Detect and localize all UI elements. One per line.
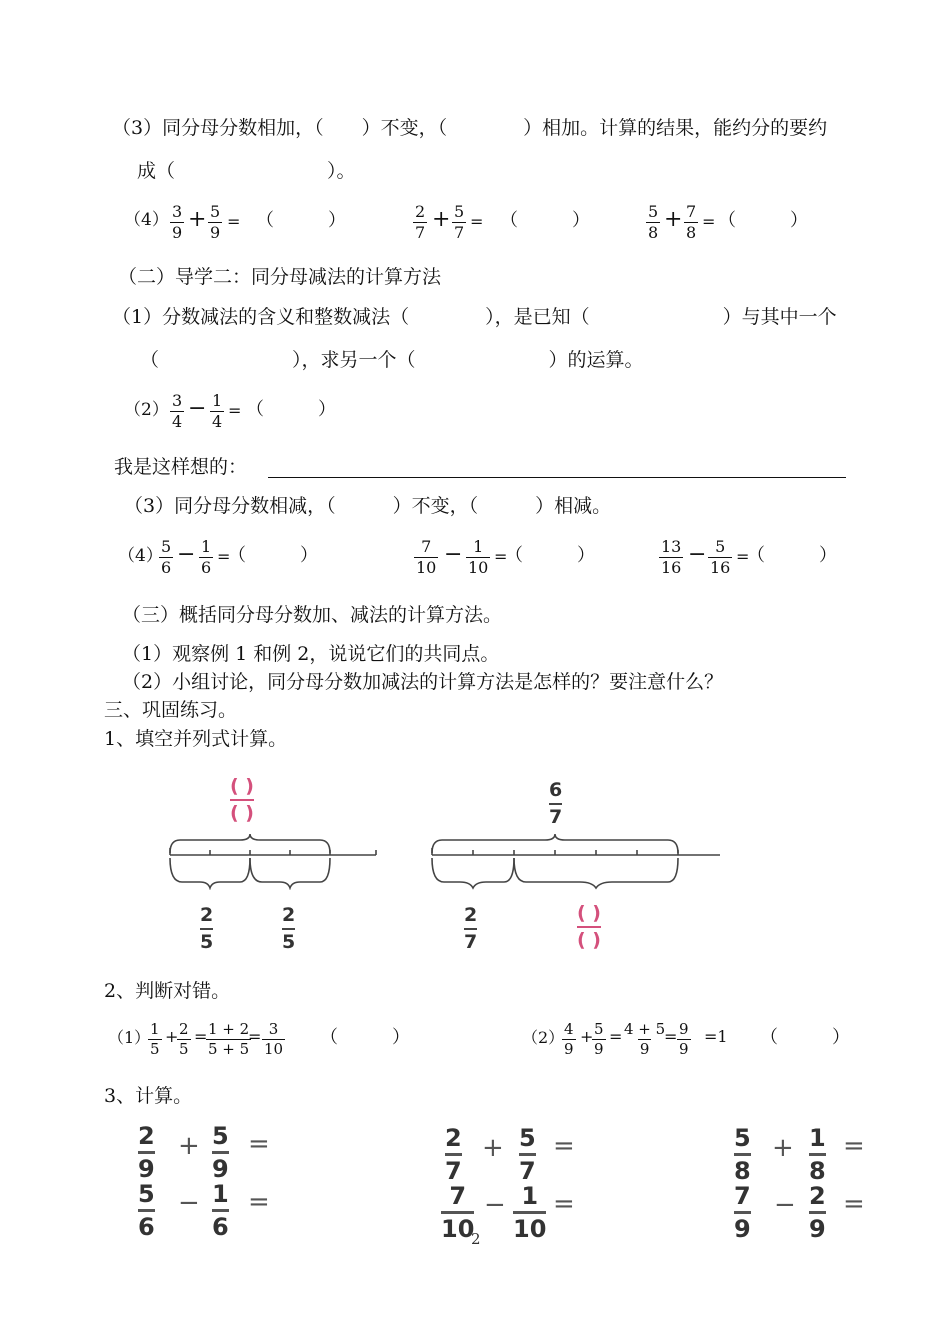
fraction: $\frac{1}{10}$ <box>468 537 489 577</box>
page-number: 2 <box>471 1230 481 1248</box>
text-line: （3）同分母分数相减，（ ）不变，（ ）相减。 <box>124 495 612 517</box>
equals-sign: = <box>609 1027 623 1046</box>
item-number: （2） <box>124 400 169 420</box>
calc-fraction: 5 9 <box>212 1122 229 1183</box>
diagram-label-part: 2 5 <box>200 904 214 953</box>
answer-blank[interactable]: （ ） <box>505 545 595 566</box>
fraction: $\frac{13}{16}$ <box>661 537 682 577</box>
fraction: $\frac{4}{9}$ <box>564 1020 574 1058</box>
equals-sign: = <box>494 547 508 566</box>
minus-sign: − <box>484 1190 506 1220</box>
text-line: （3）同分母分数相加，（ ）不变，（ ）相加。计算的结果，能约分的要约 <box>112 117 828 139</box>
plus-sign: + <box>178 1131 200 1161</box>
fraction: $\frac{1}{6}$ <box>201 537 212 577</box>
equals-sign: = <box>664 1027 678 1046</box>
calc-fraction: 5 6 <box>138 1180 155 1241</box>
equals-sign: = <box>736 547 750 566</box>
equals-sign: = <box>248 1129 270 1159</box>
calc-fraction: 5 8 <box>734 1124 751 1185</box>
text-line: （1）观察例 1 和例 2，说说它们的共同点。 <box>122 643 500 665</box>
fraction: $\frac{5}{7}$ <box>454 202 465 242</box>
fraction: $\frac{7}{8}$ <box>686 202 697 242</box>
equals-sign: = <box>553 1131 575 1161</box>
equals-sign: = <box>228 401 242 420</box>
fraction: $\frac{1 + 2}{5 + 5}$ <box>208 1020 250 1058</box>
section-heading: （二）导学二：同分母减法的计算方法 <box>118 266 442 288</box>
answer-blank[interactable]: （ ） <box>500 210 590 231</box>
answer-blank[interactable]: （ ） <box>747 545 837 566</box>
fraction: $\frac{5}{6}$ <box>161 537 172 577</box>
plus-sign: + <box>482 1133 504 1163</box>
diagram-label-blank: ( ) ( ) <box>577 902 601 951</box>
fraction: $\frac{4 + 5}{9}$ <box>624 1020 666 1058</box>
prompt-label: 我是这样想的： <box>114 456 248 478</box>
minus-sign: − <box>178 1188 200 1218</box>
text-line: （2）小组讨论，同分母分数加减法的计算方法是怎样的？要注意什么？ <box>122 671 724 693</box>
calc-fraction: 1 8 <box>809 1124 826 1185</box>
equals-sign: = <box>217 547 231 566</box>
calc-fraction: 7 9 <box>734 1182 751 1243</box>
calc-fraction: 7 10 <box>441 1182 475 1243</box>
plus-sign: + <box>165 1027 179 1046</box>
fraction: $\frac{3}{10}$ <box>264 1020 284 1058</box>
result-equals-one: =1 <box>704 1027 728 1046</box>
fraction: $\frac{9}{9}$ <box>679 1020 689 1058</box>
diagram-label-blank: ( ) ( ) <box>230 775 254 824</box>
text-line: （ ），求另一个（ ）的运算。 <box>140 349 644 371</box>
plus-sign: + <box>432 207 451 232</box>
plus-sign: + <box>188 207 207 232</box>
equals-sign: = <box>248 1027 262 1046</box>
item-number: （4） <box>118 546 163 566</box>
diagram-label-part: 2 5 <box>282 904 296 953</box>
judge-blank[interactable]: （ ） <box>320 1027 410 1048</box>
fraction: $\frac{3}{4}$ <box>172 391 183 431</box>
equals-sign: = <box>843 1131 865 1161</box>
fraction: $\frac{5}{9}$ <box>210 202 221 242</box>
minus-sign: − <box>188 396 207 421</box>
item-number: （1） <box>108 1028 151 1047</box>
section-heading: （三）概括同分母分数加、减法的计算方法。 <box>122 604 503 626</box>
calc-fraction: 2 9 <box>809 1182 826 1243</box>
fraction: $\frac{5}{16}$ <box>710 537 731 577</box>
equals-sign: = <box>702 212 716 231</box>
calc-fraction: 1 10 <box>513 1182 547 1243</box>
fraction: $\frac{3}{9}$ <box>172 202 183 242</box>
section-heading: 三、巩固练习。 <box>104 699 238 721</box>
plus-sign: + <box>664 207 683 232</box>
diagram-label-part: 2 7 <box>464 904 478 953</box>
equals-sign: = <box>194 1027 208 1046</box>
minus-sign: − <box>177 542 196 567</box>
equals-sign: = <box>470 212 484 231</box>
text-line: （1）分数减法的含义和整数减法（ ），是已知（ ）与其中一个 <box>112 306 837 328</box>
item-number: （4） <box>124 210 169 230</box>
calc-fraction: 5 7 <box>519 1124 536 1185</box>
equals-sign: = <box>227 212 241 231</box>
minus-sign: − <box>774 1190 796 1220</box>
answer-blank[interactable]: （ ） <box>246 399 336 420</box>
question-heading: 1、填空并列式计算。 <box>104 728 288 750</box>
answer-line[interactable] <box>268 477 846 478</box>
fraction: $\frac{5}{9}$ <box>594 1020 604 1058</box>
equals-sign: = <box>553 1189 575 1219</box>
fraction: $\frac{5}{8}$ <box>648 202 659 242</box>
plus-sign: + <box>580 1027 594 1046</box>
calc-fraction: 2 7 <box>445 1124 462 1185</box>
calc-fraction: 1 6 <box>212 1180 229 1241</box>
question-heading: 2、判断对错。 <box>104 980 231 1002</box>
text-line: 成（ ）。 <box>137 160 356 182</box>
fraction: $\frac{1}{4}$ <box>212 391 223 431</box>
diagram-label-whole: 6 7 <box>549 779 563 828</box>
equals-sign: = <box>843 1189 865 1219</box>
item-number: （2） <box>522 1028 565 1047</box>
minus-sign: − <box>444 542 463 567</box>
fraction: $\frac{7}{10}$ <box>416 537 437 577</box>
number-line-diagrams <box>160 830 730 890</box>
fraction: $\frac{2}{7}$ <box>415 202 426 242</box>
calc-fraction: 2 9 <box>138 1122 155 1183</box>
answer-blank[interactable]: （ ） <box>256 210 346 231</box>
judge-blank[interactable]: （ ） <box>760 1027 850 1048</box>
minus-sign: − <box>688 542 707 567</box>
answer-blank[interactable]: （ ） <box>228 545 318 566</box>
fraction: $\frac{1}{5}$ <box>150 1020 160 1058</box>
equals-sign: = <box>248 1187 270 1217</box>
fraction: $\frac{2}{5}$ <box>179 1020 189 1058</box>
answer-blank[interactable]: （ ） <box>718 210 808 231</box>
question-heading: 3、计算。 <box>104 1085 193 1107</box>
plus-sign: + <box>772 1133 794 1163</box>
